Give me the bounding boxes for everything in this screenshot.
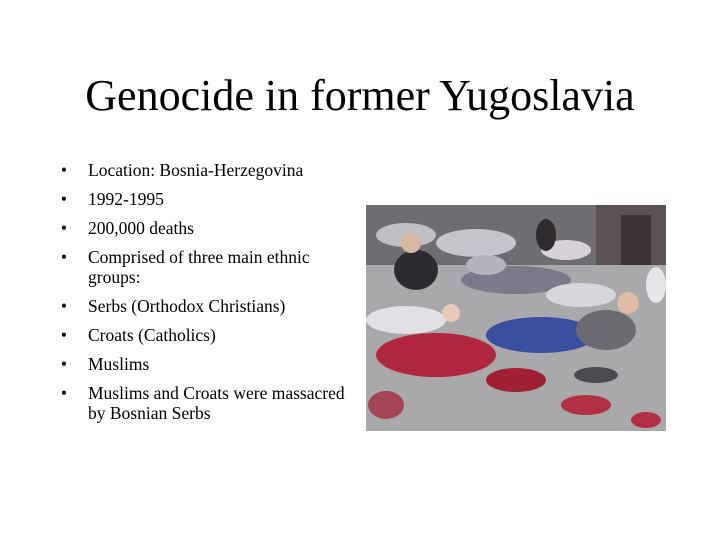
bullet-text: Croats (Catholics) bbox=[88, 325, 216, 345]
photo-illustration bbox=[366, 205, 666, 431]
bullet-dot-icon: • bbox=[60, 189, 68, 209]
bullet-text: 1992-1995 bbox=[88, 189, 164, 209]
bullet-item bbox=[56, 189, 356, 209]
bullet-item bbox=[56, 296, 356, 316]
bullet-dot-icon: • bbox=[60, 247, 68, 267]
bullet-text: Comprised of three main ethnic groups: bbox=[88, 247, 310, 287]
bullet-text: Serbs (Orthodox Christians) bbox=[88, 296, 286, 316]
bullet-list bbox=[56, 160, 356, 432]
slide-title: Genocide in former Yugoslavia bbox=[85, 71, 635, 120]
bullet-item bbox=[56, 218, 356, 238]
massacre-photo bbox=[366, 205, 666, 431]
bullet-text: Muslims and Croats were massacred by Bosnian Serbs bbox=[88, 383, 345, 423]
bullet-item bbox=[56, 247, 356, 287]
bullet-item bbox=[56, 160, 356, 180]
bullet-dot-icon: • bbox=[60, 160, 68, 180]
bullet-dot-icon: • bbox=[60, 218, 68, 238]
bullet-text: Muslims bbox=[88, 354, 150, 374]
bullet-text: 200,000 deaths bbox=[88, 218, 194, 238]
bullet-item bbox=[56, 354, 356, 374]
bullet-dot-icon: • bbox=[60, 354, 68, 374]
bullet-dot-icon: • bbox=[60, 383, 68, 403]
bullet-text: Location: Bosnia-Herzegovina bbox=[88, 160, 304, 180]
bullet-item bbox=[56, 325, 356, 345]
bullet-dot-icon: • bbox=[60, 325, 68, 345]
bullet-item bbox=[56, 383, 356, 423]
bullet-dot-icon: • bbox=[60, 296, 68, 316]
